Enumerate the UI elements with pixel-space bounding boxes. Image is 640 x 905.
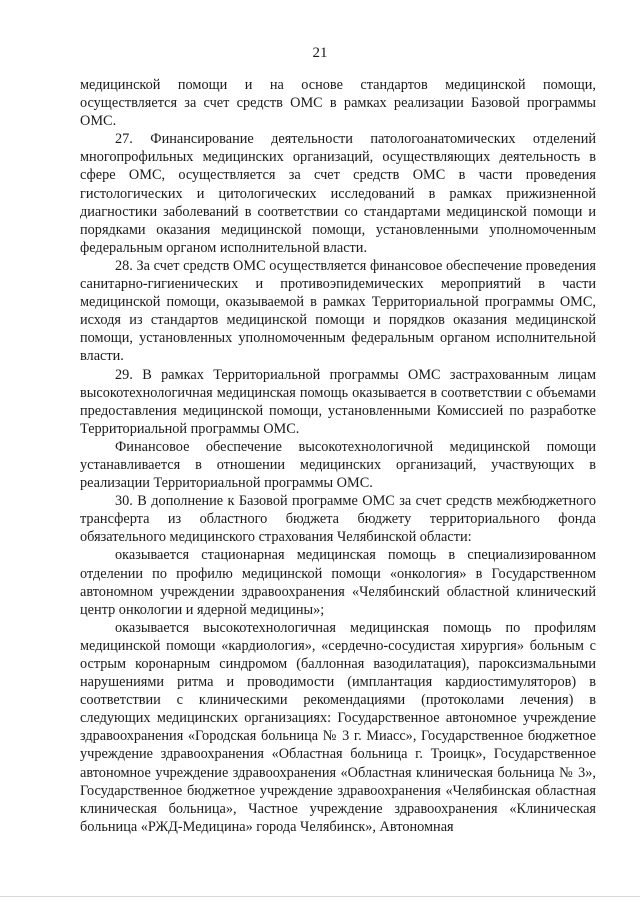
paragraph-item-29: 29. В рамках Территориальной программы ОМС застрахованным лицам высокотехнологичная медицинская помощь оказывается в соответствии с объемами предоставления медицинской помощи, установленными Комиссией по разработке Территориальной программы ОМС. [80, 366, 596, 437]
paragraph-financing-hightech: Финансовое обеспечение высокотехнологичной медицинской помощи устанавливается в отношении медицинских организаций, участвующих в реализации Территориальной программы ОМС. [80, 438, 596, 492]
paragraph-item-30: 30. В дополнение к Базовой программе ОМС за счет средств межбюджетного трансферта из областного бюджета бюджету территориального фонда обязательного медицинского страхования Челябинской области: [80, 493, 596, 546]
bottom-scan-edge [0, 896, 640, 897]
paragraph-item-27: 27. Финансирование деятельности патологоанатомических отделений многопрофильных медицинских организаций, осуществляющих деятельность в сфере ОМС, осуществляется за счет средств ОМС в части проведения гистологических и цитологических исследований в рамках прижизненной диагностики заболеваний в соответствии со стандартами медицинской помощи и порядками оказания медицинской помощи, установленными уполномоченным федеральным органом исполнительной власти. [80, 131, 596, 256]
paragraph-item-28: 28. За счет средств ОМС осуществляется финансовое обеспечение проведения санитарно-гигиенических и противоэпидемических мероприятий в части медицинской помощи, оказываемой в рамках Территориальной программы ОМС, исходя из стандартов медицинской помощи и порядков оказания медицинской помощи, установленных уполномоченным федеральным органом исполнительной власти. [80, 257, 596, 365]
paragraph-cardiology: оказывается высокотехнологичная медицинская помощь по профилям медицинской помощи «кардиология», «сердечно-сосудистая хирургия» больным с острым коронарным синдромом (баллонная вазодилатация), пароксизмальными нарушениями ритма и проводимости (имплантация кардиостимуляторов) в соответствии с клиническими рекомендациями (протоколами лечения) в следующих медицинских организациях: Государственное автономное учреждение здравоохранения «Городская больница № 3 г. Миасс», Государственное бюджетное учреждение здравоохранения «Областная больница г. Троицк», Государственное автономное учреждение здравоохранения «Областная клиническая больница № 3», Государственное бюджетное учреждение здравоохранения «Челябинская областная клиническая больница», Частное учреждение здравоохранения «Клиническая больница «РЖД-Медицина» города Челябинск», Автономная [80, 619, 596, 835]
document-body [80, 76, 596, 836]
page-number: 21 [312, 45, 328, 61]
paragraph-continuation: медицинской помощи и на основе стандартов медицинской помощи, осуществляется за счет средств ОМС в рамках реализации Базовой программы ОМС. [80, 77, 596, 130]
paragraph-oncology: оказывается стационарная медицинская помощь в специализированном отделении по профилю медицинской помощи «онкология» в Государственном автономном учреждении здравоохранения «Челябинский областной клинический центр онкологии и ядерной медицины»; [80, 547, 596, 618]
